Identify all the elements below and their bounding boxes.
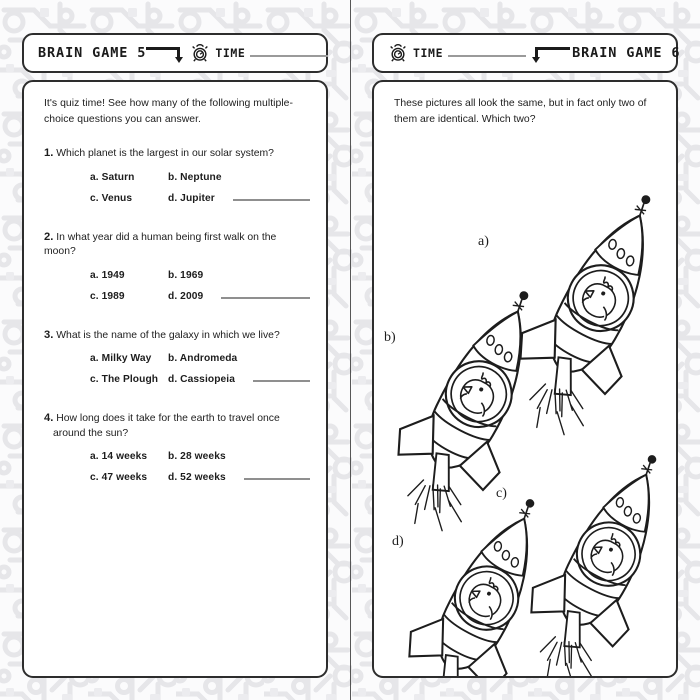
alarm-clock-icon xyxy=(190,43,210,63)
time-field-right[interactable] xyxy=(388,43,526,63)
quiz-intro-text: It's quiz time! See how many of the following multiple-choice questions you can answer. xyxy=(44,98,294,125)
option-1a[interactable]: a. Saturn xyxy=(90,171,135,183)
option-4c[interactable]: c. 47 weeks xyxy=(90,472,148,483)
brain-game-5-title: BRAIN GAME 5 xyxy=(38,45,147,61)
option-2c[interactable]: c. 1989 xyxy=(90,290,125,302)
option-4a[interactable]: a. 14 weeks xyxy=(90,451,148,462)
option-row-cd xyxy=(90,193,310,204)
time-label-right: TIME xyxy=(413,46,444,60)
left-page-body xyxy=(22,80,328,678)
rocket-label-c: c) xyxy=(496,486,507,501)
option-row-ab xyxy=(90,353,310,364)
question-3-options xyxy=(44,353,310,385)
answer-line-1[interactable] xyxy=(233,199,310,201)
option-row-cd xyxy=(90,374,310,385)
question-4-text: How long does it take for the earth to travel once xyxy=(56,413,280,424)
time-write-line-left[interactable] xyxy=(250,55,328,57)
option-2b[interactable]: b. 1969 xyxy=(168,269,204,281)
option-1c[interactable]: c. Venus xyxy=(90,192,133,204)
right-page xyxy=(350,0,700,700)
option-3d[interactable]: d. Cassiopeia xyxy=(168,374,235,385)
question-1-text: Which planet is the largest in our solar system? xyxy=(56,148,274,159)
rocket-option-b[interactable] xyxy=(374,270,580,547)
question-4-text-line2: around the sun? xyxy=(53,427,129,439)
time-field-left[interactable] xyxy=(190,43,328,63)
option-row-ab xyxy=(90,172,310,183)
rocket-label-a: a) xyxy=(478,234,489,249)
answer-line-3[interactable] xyxy=(253,380,310,382)
question-2-options xyxy=(44,270,310,302)
question-1 xyxy=(44,146,310,204)
question-4-number: 4. xyxy=(44,412,54,424)
question-2-text: In what year did a human being first walk on the moon? xyxy=(44,231,277,257)
question-4 xyxy=(44,411,310,483)
right-page-body xyxy=(372,80,678,678)
option-row-cd xyxy=(90,472,310,483)
rocket-illustration-area xyxy=(374,126,676,672)
question-2-number: 2. xyxy=(44,230,54,243)
spot-difference-instruction: These pictures all look the same, but in fact only two of them are identical. Which two? xyxy=(394,98,647,125)
option-3a[interactable]: a. Milky Way xyxy=(90,353,152,364)
question-2 xyxy=(44,230,310,302)
option-4d[interactable]: d. 52 weeks xyxy=(168,472,226,483)
option-2a[interactable]: a. 1949 xyxy=(90,269,125,281)
page-gutter-divider xyxy=(350,0,351,700)
question-3 xyxy=(44,328,310,386)
option-row-cd xyxy=(90,291,310,302)
right-page-header xyxy=(372,33,681,73)
question-3-number: 3. xyxy=(44,328,54,341)
rocket-label-d: d) xyxy=(392,534,404,549)
brain-game-6-title: BRAIN GAME 6 xyxy=(572,45,681,61)
question-3-text: What is the name of the galaxy in which we live? xyxy=(56,329,280,341)
question-1-number: 1. xyxy=(44,147,54,159)
rocket-label-b: b) xyxy=(384,330,396,345)
time-label-left: TIME xyxy=(215,46,246,60)
question-4-options xyxy=(44,451,310,483)
answer-line-2[interactable] xyxy=(221,297,310,299)
arrow-down-left-icon xyxy=(526,46,570,60)
quiz-container xyxy=(44,96,310,483)
option-3c[interactable]: c. The Plough xyxy=(90,374,159,385)
arrow-down-right-icon xyxy=(146,46,190,60)
time-write-line-right[interactable] xyxy=(448,55,526,57)
rocket-option-d[interactable] xyxy=(376,479,584,678)
option-2d[interactable]: d. 2009 xyxy=(168,290,204,302)
option-row-ab xyxy=(90,270,310,281)
option-1d[interactable]: d. Jupiter xyxy=(168,192,215,204)
option-3b[interactable]: b. Andromeda xyxy=(168,353,238,364)
rockets-svg xyxy=(374,126,678,678)
alarm-clock-icon xyxy=(388,43,408,63)
option-4b[interactable]: b. 28 weeks xyxy=(168,451,226,462)
option-row-ab xyxy=(90,451,310,462)
answer-line-4[interactable] xyxy=(244,478,310,480)
question-1-options xyxy=(44,172,310,204)
left-page-header xyxy=(22,33,328,73)
option-1b[interactable]: b. Neptune xyxy=(168,171,222,183)
